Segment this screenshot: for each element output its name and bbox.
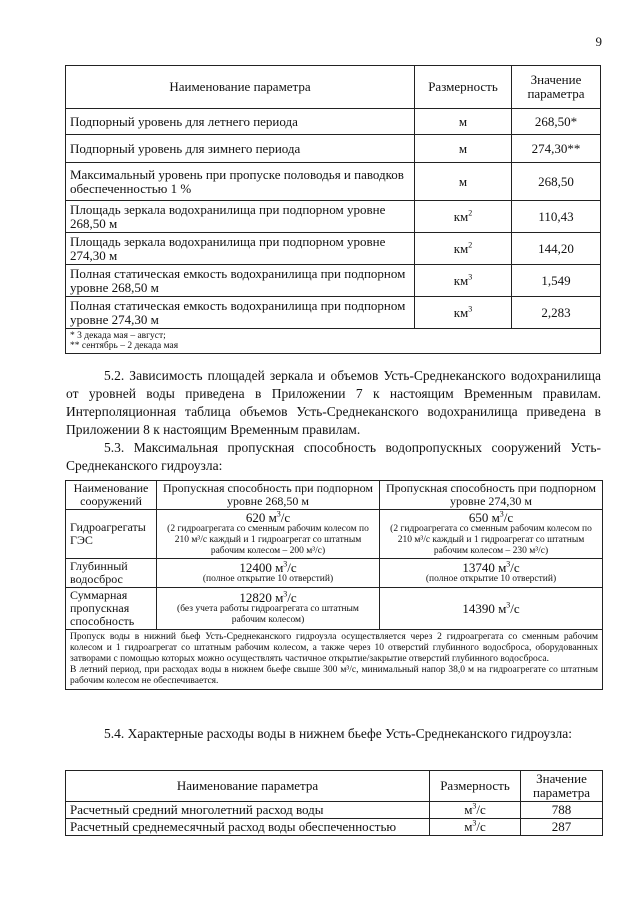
- capacity-description: (2 гидроагрегата со сменным рабочим колесом по 210 м³/с каждый и 1 гидроагрегат со штатным рабочим колесом – 200 м³/с): [167, 524, 369, 556]
- param-value: 268,50: [512, 163, 601, 201]
- table-footnotes: [66, 329, 601, 354]
- capacity-description: (без учета работы гидроагрегата со штатным рабочим колесом): [177, 604, 359, 625]
- footnote: * 3 декада мая – август;: [70, 331, 166, 341]
- param-unit: $м^3/с$: [430, 819, 521, 836]
- table-note: [66, 630, 603, 690]
- structure-name: Суммарная пропускная способность: [66, 588, 157, 630]
- paragraph-5-3: 5.3. Максимальная пропускная способность водопропускных сооружений Усть-Среднеканского гидроузла:: [66, 440, 601, 473]
- table-notes-row: [66, 329, 601, 354]
- table-row: [66, 297, 601, 329]
- param-unit: $км^2$: [415, 233, 512, 265]
- structure-name: Гидроагрегаты ГЭС: [66, 510, 157, 559]
- capacity-cell: [380, 510, 603, 559]
- structure-name: Глубинный водосброс: [66, 559, 157, 588]
- param-unit: $км^2$: [415, 201, 512, 233]
- table-row: [66, 510, 603, 559]
- param-value: 144,20: [512, 233, 601, 265]
- footnote: ** сентябрь – 2 декада мая: [70, 341, 179, 351]
- header-value: Значение параметра: [521, 771, 603, 802]
- param-value: 788: [521, 802, 603, 819]
- header-unit: Размерность: [430, 771, 521, 802]
- capacity-value: 620 $м^3/с$: [245, 509, 291, 525]
- capacity-description: (полное открытие 10 отверстий): [202, 574, 334, 584]
- param-name: Полная статическая емкость водохранилища при подпорном уровне 274,30 м: [66, 297, 415, 329]
- capacity-cell: [157, 510, 380, 559]
- param-value: 1,549: [512, 265, 601, 297]
- reservoir-parameters-table: [65, 65, 601, 354]
- note-paragraph: В летний период, при расходах воды в нижнем бьефе свыше 300 м³/с, минимальный напор 38,0 м на гидроагрегате со штатным рабочим колесом не обеспечивается.: [70, 665, 598, 686]
- header-unit: Размерность: [415, 66, 512, 109]
- table-row: [66, 559, 603, 588]
- param-unit: $км^3$: [415, 265, 512, 297]
- capacity-value: 12820 $м^3/с$: [239, 589, 297, 605]
- capacity-cell: [157, 559, 380, 588]
- paragraph-5-4: 5.4. Характерные расходы воды в нижнем бьефе Усть-Среднеканского гидроузла:: [104, 726, 572, 741]
- header-capacity-268: Пропускная способность при подпорном уровне 268,50 м: [157, 481, 380, 510]
- note-paragraph: Пропуск воды в нижний бьеф Усть-Среднеканского гидроузла осуществляется через 2 гидроагрегата со сменным рабочим колесом и 1 гидроагрегат со штатным рабочим колесом, а также через 10 отверстий глубинного водосброса, оборудованных затворами с помощью которых можно осуществлять частичное открытие/закрытие отверстий глубинного водосброса.: [70, 632, 598, 664]
- table-row: [66, 109, 601, 135]
- table-row: [66, 802, 603, 819]
- table-row: [66, 135, 601, 163]
- capacity-value: 650 $м^3/с$: [468, 509, 514, 525]
- page-number: 9: [595, 34, 602, 49]
- param-unit: $м^3/с$: [430, 802, 521, 819]
- param-unit: $км^3$: [415, 297, 512, 329]
- param-value: 110,43: [512, 201, 601, 233]
- param-unit: м: [415, 135, 512, 163]
- header-name: Наименование параметра: [66, 771, 430, 802]
- table-header-row: [66, 771, 603, 802]
- param-name: Полная статическая емкость водохранилища при подпорном уровне 268,50 м: [66, 265, 415, 297]
- capacity-description: (полное открытие 10 отверстий): [425, 574, 557, 584]
- capacity-cell: [380, 559, 603, 588]
- param-value: 2,283: [512, 297, 601, 329]
- table-row: [66, 265, 601, 297]
- param-name: Подпорный уровень для зимнего периода: [66, 135, 415, 163]
- param-value: 268,50*: [512, 109, 601, 135]
- header-structures: Наименование сооружений: [66, 481, 157, 510]
- param-unit: м: [415, 163, 512, 201]
- table-header-row: [66, 481, 603, 510]
- downstream-flow-table: [65, 770, 603, 836]
- table-row: [66, 588, 603, 630]
- param-name: Расчетный средний многолетний расход воды: [66, 802, 430, 819]
- capacity-value: 14390 $м^3/с$: [462, 600, 520, 616]
- table-row: [66, 201, 601, 233]
- table-header-row: [66, 66, 601, 109]
- capacity-value: 12400 $м^3/с$: [239, 559, 297, 575]
- table-row: [66, 819, 603, 836]
- param-value: 274,30**: [512, 135, 601, 163]
- param-value: 287: [521, 819, 603, 836]
- header-value: Значение параметра: [512, 66, 601, 109]
- capacity-value: 13740 $м^3/с$: [462, 559, 520, 575]
- param-name: Расчетный среднемесячный расход воды обеспеченностью: [66, 819, 430, 836]
- capacity-cell: [380, 588, 603, 630]
- header-capacity-274: Пропускная способность при подпорном уровне 274,30 м: [380, 481, 603, 510]
- param-name: Подпорный уровень для летнего периода: [66, 109, 415, 135]
- paragraph-5-2: 5.2. Зависимость площадей зеркала и объемов Усть-Среднеканского водохранилища от уровней воды приведена в Приложении 7 к настоящим Временным правилам. Интерполяционная таблица объемов Усть-Среднеканского водохранилища приведена в Приложении 8 к настоящим Временным правилам.: [66, 368, 601, 437]
- param-name: Максимальный уровень при пропуске половодья и паводков обеспеченностью 1 %: [66, 163, 415, 201]
- param-unit: м: [415, 109, 512, 135]
- discharge-capacity-table: [65, 480, 603, 690]
- param-name: Площадь зеркала водохранилища при подпорном уровне 268,50 м: [66, 201, 415, 233]
- capacity-description: (2 гидроагрегата со сменным рабочим колесом по 210 м³/с каждый и 1 гидроагрегат со штатным рабочим колесом – 230 м³/с): [390, 524, 592, 556]
- table-row: [66, 163, 601, 201]
- param-name: Площадь зеркала водохранилища при подпорном уровне 274,30 м: [66, 233, 415, 265]
- table-row: [66, 233, 601, 265]
- table-notes-row: [66, 630, 603, 690]
- header-name: Наименование параметра: [66, 66, 415, 109]
- capacity-cell: [157, 588, 380, 630]
